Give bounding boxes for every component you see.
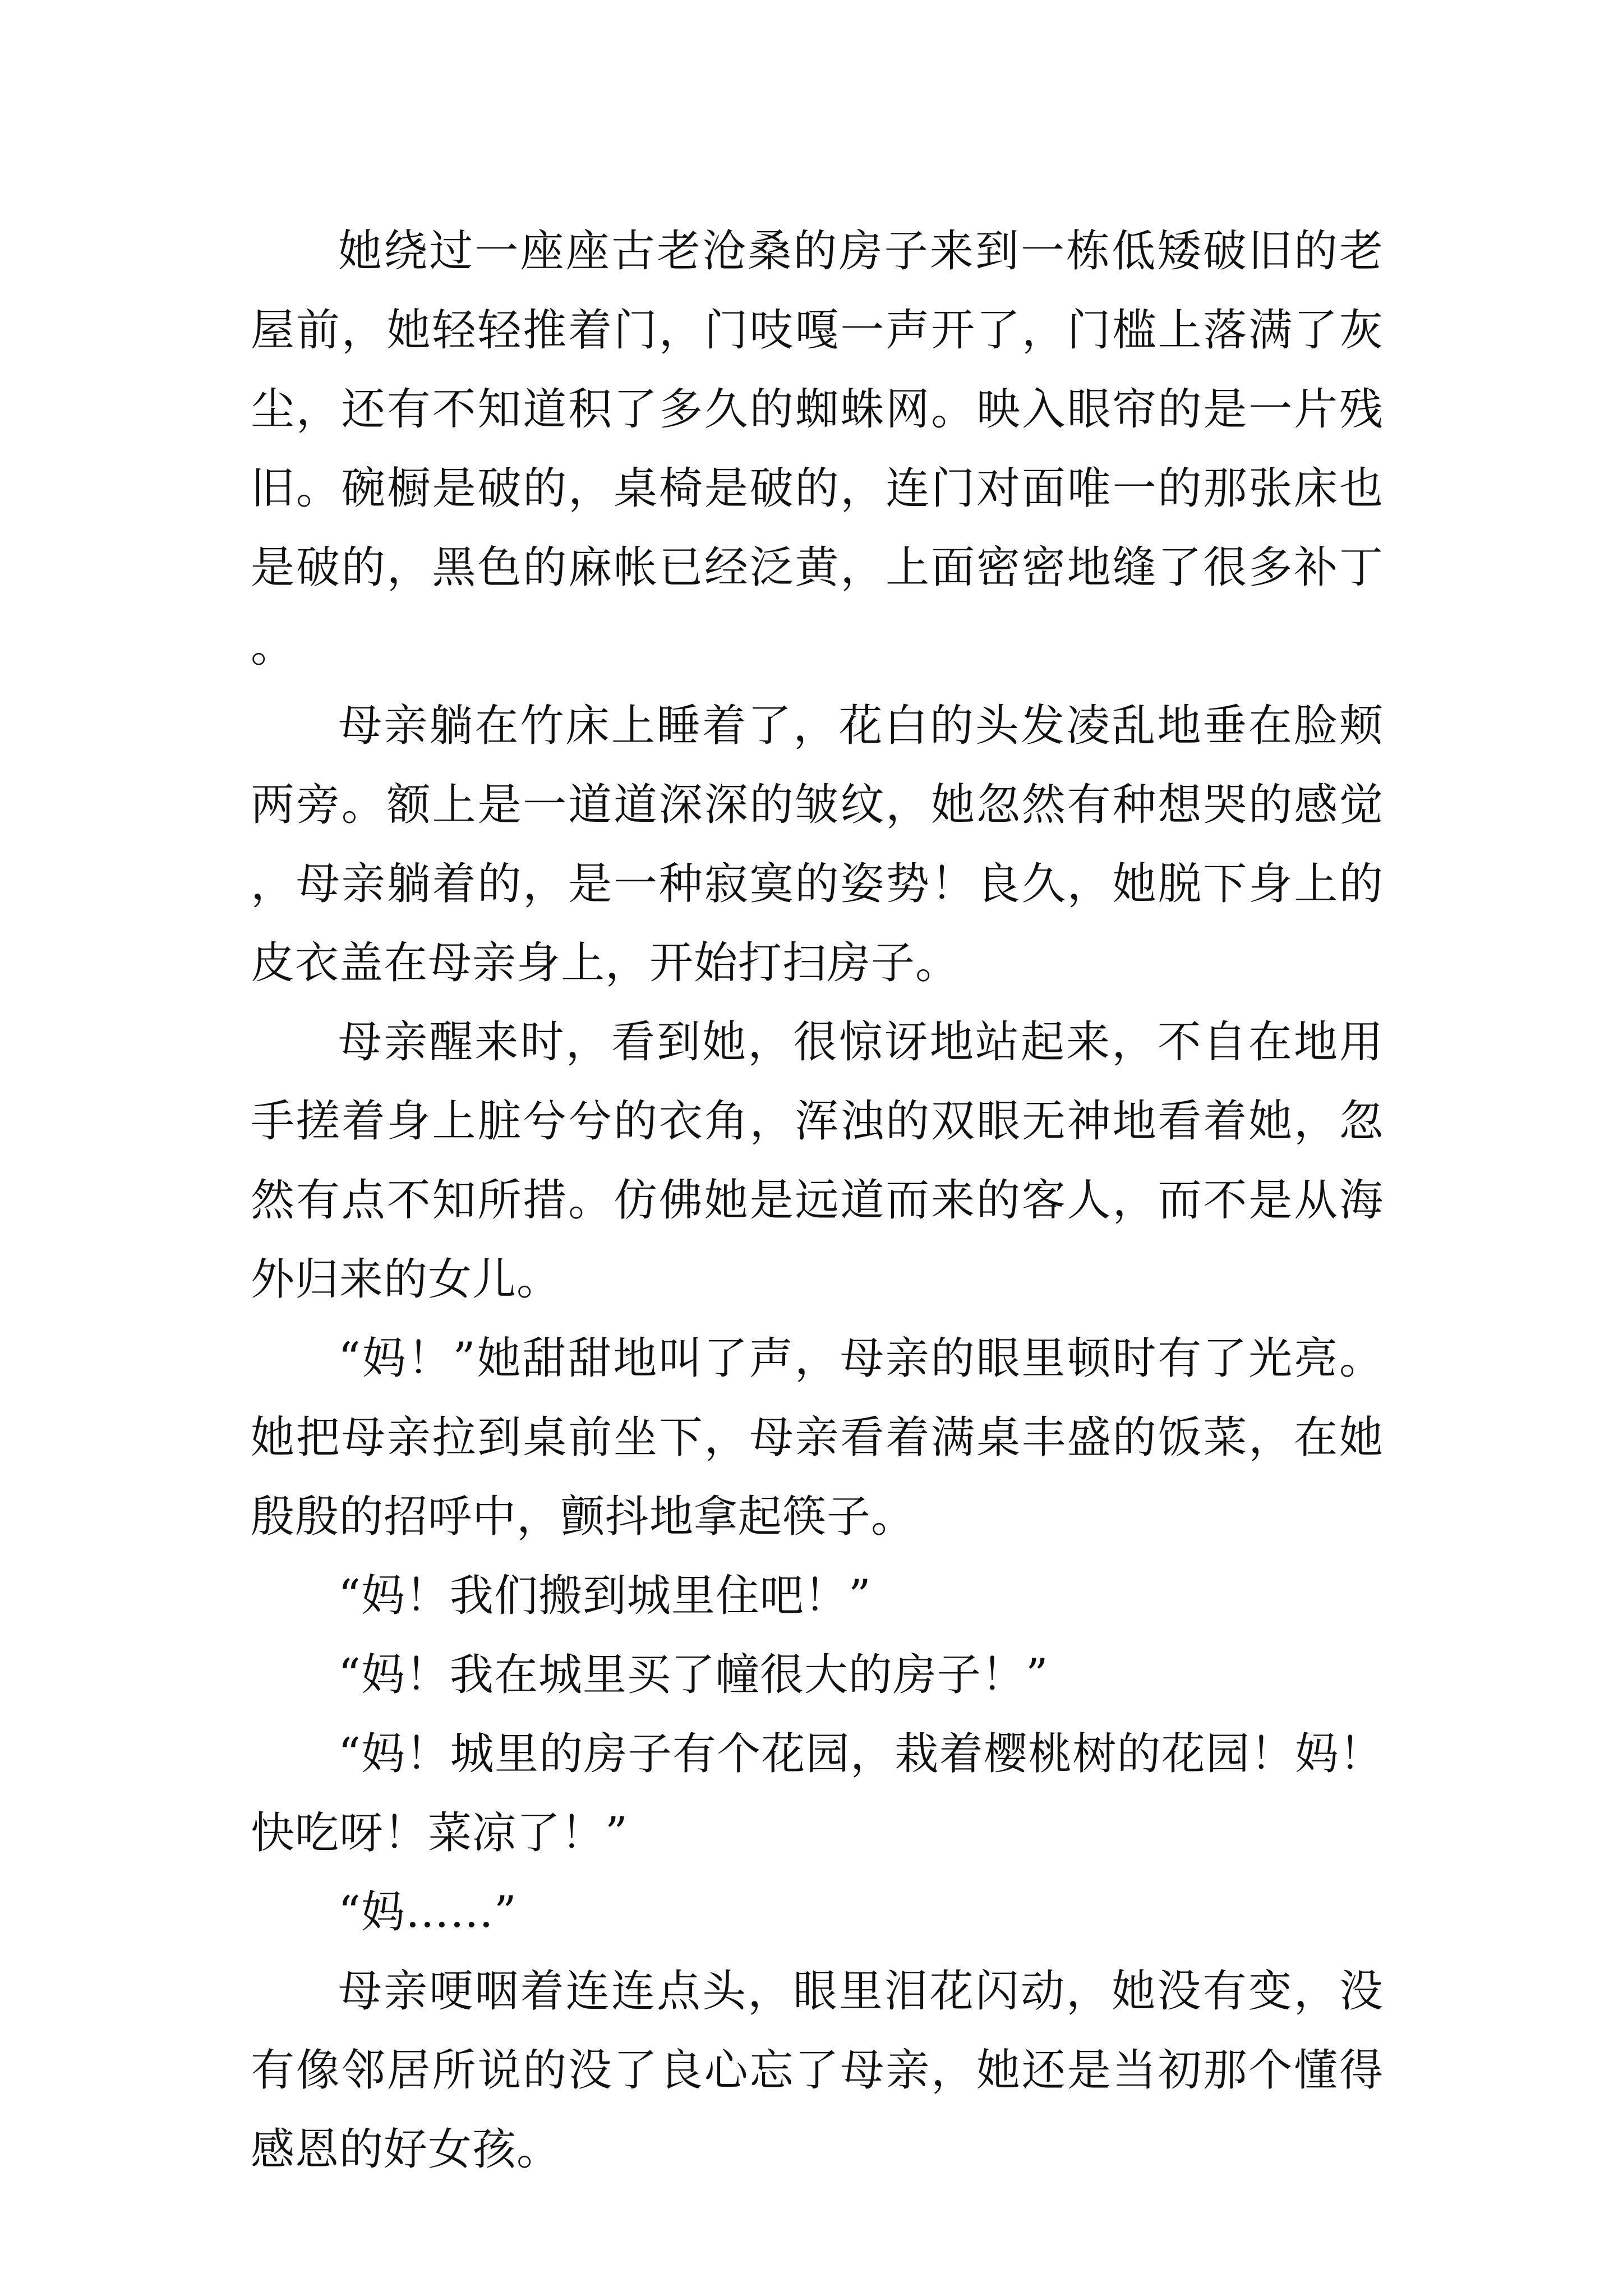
paragraph-1: 她绕过一座座古老沧桑的房子来到一栋低矮破旧的老屋前，她轻轻推着门，门吱嘎一声开了，门槛上落满了灰尘，还有不知道积了多久的蜘蛛网。映入眼帘的是一片残旧。碗橱是破的，桌椅是破的，连门对面唯一的那张床也是破的，黑色的麻帐已经泛黄，上面密密地缝了很多补丁。	[251, 226, 1384, 672]
paragraph-3: 母亲醒来时，看到她，很惊讶地站起来，不自在地用手搓着身上脏兮兮的衣角，浑浊的双眼无神地看着她，忽然有点不知所措。仿佛她是远道而来的客人，而不是从海外归来的女儿。	[251, 1017, 1384, 1305]
paragraph-2: 母亲躺在竹床上睡着了，花白的头发凌乱地垂在脸颊两旁。额上是一道道深深的皱纹，她忽然有种想哭的感觉，母亲躺着的，是一种寂寞的姿势！良久，她脱下身上的皮衣盖在母亲身上，开始打扫房子。	[251, 701, 1384, 988]
paragraph-9: 母亲哽咽着连连点头，眼里泪花闪动，她没有变，没有像邻居所说的没了良心忘了母亲，她还是当初那个懂得感恩的好女孩。	[251, 1966, 1384, 2175]
paragraph-4: “妈！”她甜甜地叫了声，母亲的眼里顿时有了光亮。她把母亲拉到桌前坐下，母亲看着满桌丰盛的饭菜，在她殷殷的招呼中，颤抖地拿起筷子。	[251, 1333, 1384, 1542]
paragraph-6: “妈！我在城里买了幢很大的房子！”	[338, 1650, 1049, 1700]
paragraph-7: “妈！城里的房子有个花园，栽着樱桃树的花园！妈！快吃呀！菜凉了！”	[251, 1729, 1384, 1858]
paragraph-8: “妈……”	[338, 1887, 517, 1938]
story-text	[251, 212, 1384, 2189]
paragraph-5: “妈！我们搬到城里住吧！”	[338, 1571, 872, 1621]
